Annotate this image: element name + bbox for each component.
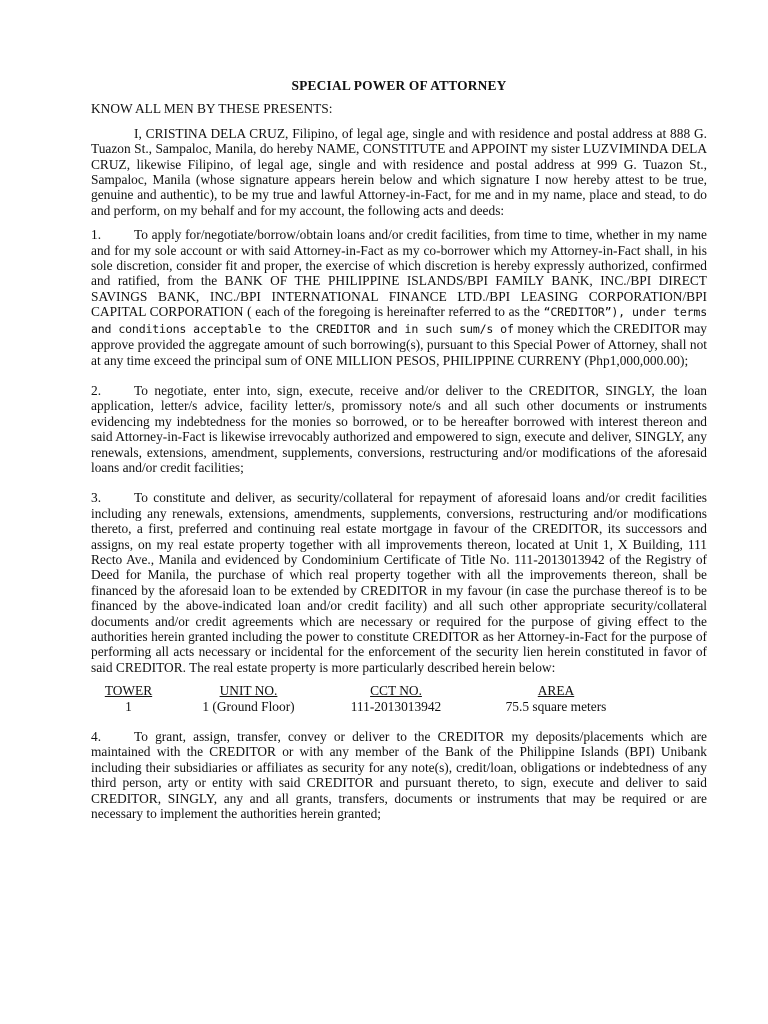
property-table-row	[91, 699, 651, 714]
clause-number: 2.	[91, 382, 102, 398]
header-area: AREA	[537, 683, 575, 699]
cell-area: 75.5 square meters	[505, 698, 607, 714]
clause-1	[91, 227, 707, 368]
clause-text: To grant, assign, transfer, convey or deliver to the CREDITOR my deposits/placements which are maintained with the CREDITOR or with any member of the Bank of the Philippine Islands (BPI) Unibank including their subsidiaries or affiliates as security for any note(s), credit/loan, obligations or indebtedness of any third person, arty or entity with said CREDITOR and pursuant thereto, to sign, execute and deliver to said CREDITOR, SINGLY, any and all grants, transfers, documents or instruments that may be required or are necessary to implement the authorities herein granted;	[91, 729, 707, 822]
clause-number: 4.	[91, 729, 102, 745]
property-table	[91, 683, 651, 714]
intro-paragraph: I, CRISTINA DELA CRUZ, Filipino, of legal age, single and with residence and postal address at 888 G. Tuazon St., Sampaloc, Manila, do hereby NAME, CONSTITUTE and APPOINT my sister LUZVIMINDA DELA CRUZ, likewise Filipino, of legal age, single and with residence and postal address at 999 G. Tuazon St., Sampaloc, Manila (whose signature appears herein below and which signature I now hereby attest to be true, genuine and authentic), to be my true and lawful Attorney-in-Fact, for me and in my name, place and stead, to do and perform, on my behalf and for my account, the following acts and deeds:	[91, 125, 707, 218]
clause-text-typed: “CREDITOR”), under terms and conditions acceptable to the CREDITOR and in such sum/s of	[91, 305, 707, 336]
document-page	[91, 78, 707, 821]
clause-text: To negotiate, enter into, sign, execute, receive and/or deliver to the CREDITOR, SINGLY, the loan application, letter/s advice, facility letter/s, promissory note/s and all such other documents or instruments evidencing my indebtedness for the monies so borrowed, or to be hereafter borrowed with interest thereon and said Attorney-in-Fact is likewise irrevocably authorized and empowered to sign, execute and deliver, SINGLY, any renewals, extensions, amendment, supplements, conversions, restructuring and/or modifications of the aforesaid loans and/or credit facilities;	[91, 382, 707, 475]
clause-text: To constitute and deliver, as security/collateral for repayment of aforesaid loans and/or credit facilities including any renewals, extensions, amendments, supplements, conversions, restructuring and/or modifications thereto, a first, preferred and continuing real estate mortgage in favour of the CREDITOR, its successors and assigns, on my real estate property together with all improvements thereon, located at Unit 1, X Building, 111 Recto Ave., Manila and evidenced by Condominium Certificate of Title No. 111-2013013942 of the Registry of Deed for Manila, the purchase of which real property together with all the improvements thereon, shall be financed by the aforesaid loan to be extended by CREDITOR in my favour (in case the purchase thereof is to be financed by the above-indicated loan and/or credit facility) and all such other appropriate security/collateral documents and/or credit agreements which are necessary or required for the purpose of giving effect to the authorities herein granted including the power to constitute CREDITOR as her Attorney-in-Fact for the purpose of performing all acts necessary or incidental for the enforcement of the security lien herein constituted in favor of said CREDITOR. The real estate property is more particularly described herein below:	[91, 490, 707, 675]
header-tower: TOWER	[104, 683, 153, 699]
property-table-header-row	[91, 683, 651, 698]
document-title: SPECIAL POWER OF ATTORNEY	[291, 78, 507, 93]
cell-tower: 1	[125, 698, 132, 714]
clause-text: money which the CREDITOR may approve provided the aggregate amount of such borrowing(s), pursuant to this Special Power of Attorney, shall not at any time exceed the principal sum of ONE MILLION PESOS, PHILIPPINE CURRENY (Php1,000,000.00);	[91, 320, 707, 368]
clause-3	[91, 490, 707, 675]
cell-unit-no: 1 (Ground Floor)	[202, 698, 295, 714]
clause-number: 3.	[91, 490, 102, 506]
clause-text: To apply for/negotiate/borrow/obtain loans and/or credit facilities, from time to time, whether in my name and for my sole account or with said Attorney-in-Fact as my co-borrower which my Attorney-in-Fact shall, in his sole discretion, consider fit and proper, the exercise of which discretion is hereby expressly authorized, confirmed and ratified, from the BANK OF THE PHILIPPINE ISLANDS/BPI FAMILY BANK, INC./BPI DIRECT SAVINGS BANK, INC./BPI INTERNATIONAL FINANCE LTD./BPI LEASING CORPORATION/BPI CAPITAL CORPORATION ( each of the foregoing is hereinafter referred to as the	[91, 227, 707, 320]
clause-number: 1.	[91, 227, 102, 243]
header-cct-no: CCT NO.	[370, 683, 422, 699]
header-unit-no: UNIT NO.	[219, 683, 278, 699]
clause-2	[91, 383, 707, 475]
opening-line: KNOW ALL MEN BY THESE PRESENTS:	[91, 101, 333, 117]
clause-4	[91, 729, 707, 821]
cell-cct-no: 111-2013013942	[350, 698, 442, 714]
